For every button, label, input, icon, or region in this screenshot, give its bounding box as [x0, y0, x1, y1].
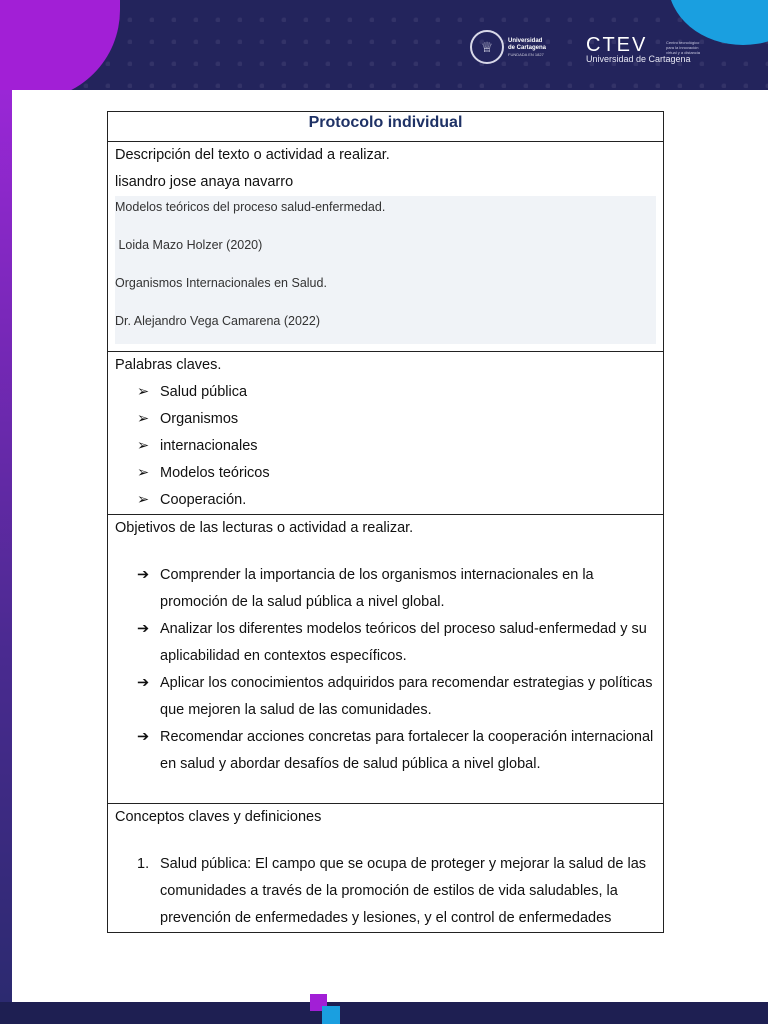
- udc-name-2: de Cartagena: [508, 44, 547, 51]
- header-banner: [0, 0, 768, 90]
- list-item: [115, 616, 656, 670]
- arrow-bullet-icon: ➔: [137, 675, 150, 691]
- concepts-heading: Conceptos claves y definiciones: [115, 809, 322, 825]
- purple-decoration: [0, 0, 120, 90]
- keyword-text: Organismos: [160, 411, 239, 427]
- ctev-desc: Centro tecnológico para la innovación virtual y a distancia: [666, 40, 701, 55]
- keyword-text: Cooperación.: [160, 492, 247, 508]
- arrowhead-bullet-icon: ➢: [137, 384, 150, 400]
- udc-name-1: Universidad: [508, 37, 543, 44]
- protocol-table: [107, 111, 664, 933]
- ctev-sub: Universidad de Cartagena: [586, 54, 691, 64]
- left-gradient-band: [0, 90, 12, 1024]
- readings-box: [115, 196, 656, 344]
- ctev-name: CTEV: [586, 34, 648, 56]
- arrowhead-bullet-icon: ➢: [137, 492, 150, 508]
- keywords-section: [108, 352, 664, 515]
- objective-text: Comprender la importancia de los organismos internacionales en la promoción de la salud pública a nivel global.: [160, 567, 594, 610]
- keyword-text: Modelos teóricos: [160, 465, 270, 481]
- concepts-section: [108, 804, 664, 933]
- objective-text: Aplicar los conocimientos adquiridos para recomendar estrategias y políticas que mejoren la salud de las comunidades.: [160, 675, 653, 718]
- list-item: [115, 487, 656, 514]
- reading-item: Organismos Internacionales en Salud.: [115, 276, 327, 290]
- arrow-bullet-icon: ➔: [137, 729, 150, 745]
- keyword-text: Salud pública: [160, 384, 248, 400]
- keywords-list: [115, 379, 656, 514]
- seal-icon: ♕: [470, 30, 504, 64]
- arrow-bullet-icon: ➔: [137, 621, 150, 637]
- description-section: [108, 142, 664, 352]
- list-item: [115, 460, 656, 487]
- list-number: 1.: [137, 856, 150, 872]
- concept-text: Salud pública: El campo que se ocupa de proteger y mejorar la salud de las comunidades a través de la promoción de estilos de vida saludables, la prevención de enfermedades y lesiones, y el control de enfermedades: [160, 856, 647, 926]
- list-item: [115, 406, 656, 433]
- list-item: [115, 670, 656, 724]
- footer-bar: [0, 1002, 768, 1024]
- concepts-list: [115, 851, 656, 932]
- list-item: [115, 851, 656, 932]
- keywords-heading: Palabras claves.: [115, 357, 222, 373]
- list-item: [115, 562, 656, 616]
- table-title: Protocolo individual: [108, 112, 664, 142]
- ctev-logo: [586, 34, 701, 64]
- author-name: lisandro jose anaya navarro: [115, 174, 294, 190]
- objectives-list: [115, 562, 656, 778]
- reading-item: Modelos teóricos del proceso salud-enfermedad.: [115, 200, 386, 214]
- reading-item: Loida Mazo Holzer (2020): [115, 238, 263, 252]
- description-heading: Descripción del texto o actividad a realizar.: [115, 147, 390, 163]
- objectives-section: [108, 515, 664, 804]
- blue-square: [322, 1006, 340, 1024]
- arrow-bullet-icon: ➔: [137, 567, 150, 583]
- udc-tagline: FUNDADA EN 1827: [508, 51, 544, 57]
- arrowhead-bullet-icon: ➢: [137, 465, 150, 481]
- list-item: [115, 724, 656, 778]
- arrowhead-bullet-icon: ➢: [137, 411, 150, 427]
- objective-text: Recomendar acciones concretas para fortalecer la cooperación internacional en salud y abordar desafíos de salud pública a nivel global.: [160, 729, 654, 772]
- universidad-logo: [470, 30, 546, 64]
- list-item: [115, 433, 656, 460]
- objectives-heading: Objetivos de las lecturas o actividad a realizar.: [115, 520, 414, 536]
- list-item: [115, 379, 656, 406]
- reading-item: Dr. Alejandro Vega Camarena (2022): [115, 314, 320, 328]
- arrowhead-bullet-icon: ➢: [137, 438, 150, 454]
- objective-text: Analizar los diferentes modelos teóricos del proceso salud-enfermedad y su aplicabilidad en contextos específicos.: [160, 621, 647, 664]
- keyword-text: internacionales: [160, 438, 258, 454]
